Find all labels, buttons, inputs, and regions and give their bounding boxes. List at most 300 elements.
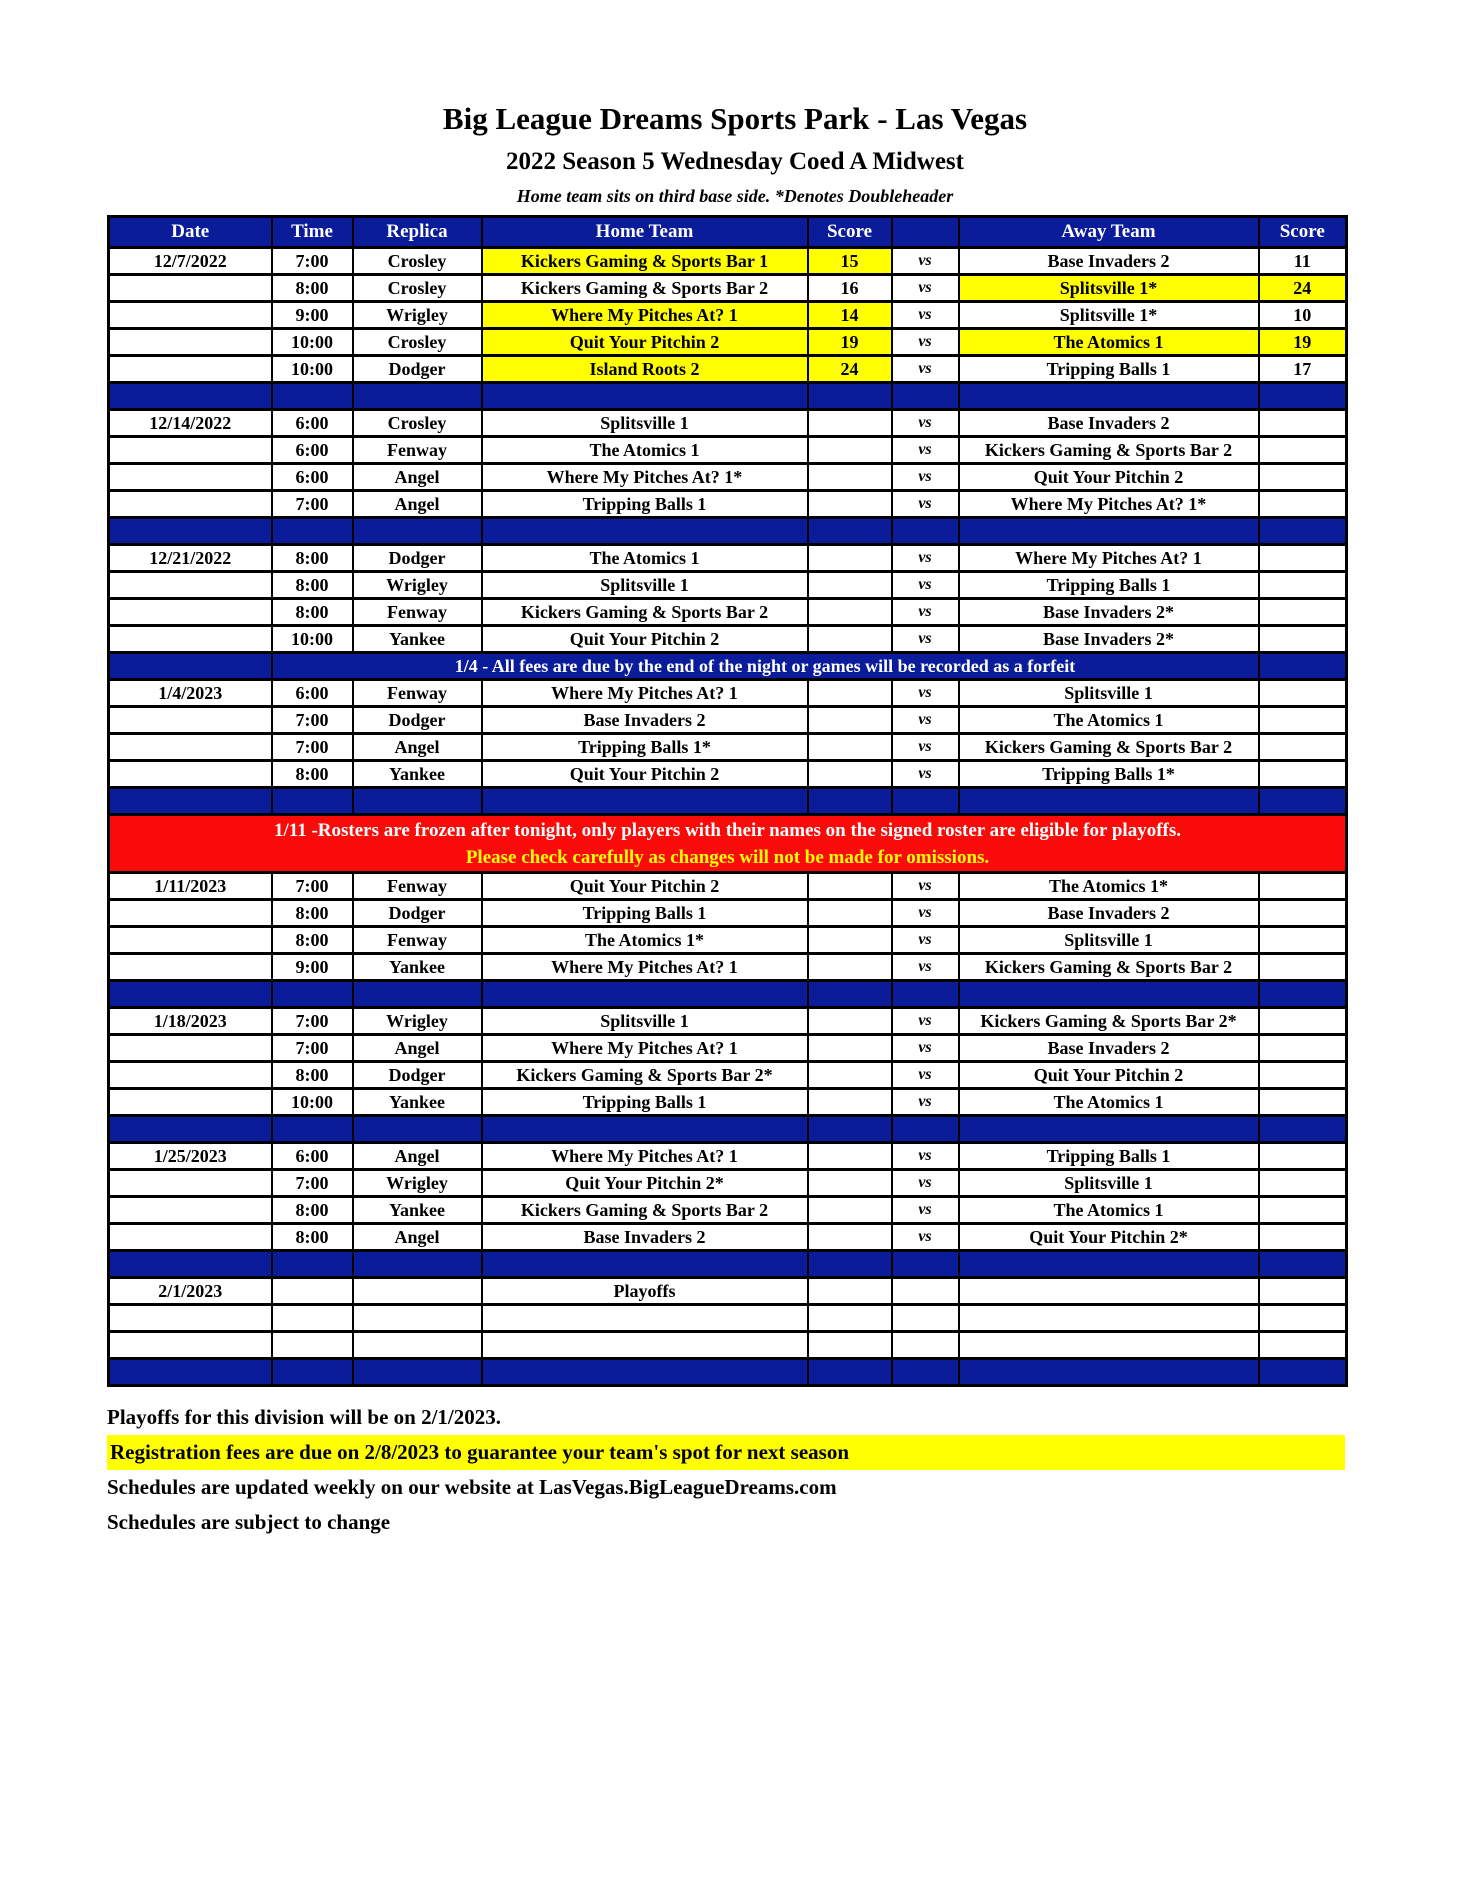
home-score-cell (808, 491, 892, 518)
home-score-cell (808, 1305, 892, 1332)
replica-cell: Angel (353, 464, 482, 491)
replica-cell: Angel (353, 491, 482, 518)
replica-cell: Crosley (353, 329, 482, 356)
col-header-home-score: Score (808, 217, 892, 248)
playoffs-row (109, 1278, 1347, 1305)
date-cell (109, 1089, 272, 1116)
page-subtitle: 2022 Season 5 Wednesday Coed A Midwest (506, 148, 964, 176)
home-score-cell (808, 761, 892, 788)
separator-cell (272, 1116, 353, 1143)
separator-cell (808, 981, 892, 1008)
away-team-cell: Quit Your Pitchin 2 (959, 464, 1259, 491)
date-cell (109, 599, 272, 626)
game-row (109, 1143, 1347, 1170)
separator-cell (1259, 383, 1347, 410)
home-team-cell: Kickers Gaming & Sports Bar 2* (482, 1062, 808, 1089)
separator-cell (353, 1251, 482, 1278)
time-cell: 6:00 (272, 410, 353, 437)
away-team-cell: Base Invaders 2* (959, 626, 1259, 653)
home-score-cell (808, 545, 892, 572)
away-team-cell: The Atomics 1 (959, 329, 1259, 356)
vs-cell: vs (892, 599, 959, 626)
away-score-cell (1259, 545, 1347, 572)
separator-cell (959, 1116, 1259, 1143)
time-cell: 6:00 (272, 464, 353, 491)
date-cell (109, 329, 272, 356)
away-score-cell (1259, 1089, 1347, 1116)
vs-cell: vs (892, 437, 959, 464)
home-team-cell: Where My Pitches At? 1 (482, 302, 808, 329)
away-score-cell: 24 (1259, 275, 1347, 302)
date-cell: 12/14/2022 (109, 410, 272, 437)
separator-cell (482, 788, 808, 815)
away-score-cell (1259, 900, 1347, 927)
time-cell: 8:00 (272, 927, 353, 954)
date-cell: 12/7/2022 (109, 248, 272, 275)
away-score-cell (1259, 1035, 1347, 1062)
away-team-cell: Kickers Gaming & Sports Bar 2 (959, 437, 1259, 464)
away-team-cell (959, 1305, 1259, 1332)
date-cell (109, 572, 272, 599)
away-score-cell (1259, 410, 1347, 437)
game-row (109, 707, 1347, 734)
separator-cell (109, 518, 272, 545)
home-score-cell: 16 (808, 275, 892, 302)
date-cell (109, 1305, 272, 1332)
away-score-cell (1259, 1305, 1347, 1332)
home-team-cell: Tripping Balls 1 (482, 900, 808, 927)
time-cell (272, 1305, 353, 1332)
separator-cell (109, 981, 272, 1008)
col-header-vs (892, 217, 959, 248)
schedule-table-header (109, 217, 1347, 248)
date-cell (109, 1035, 272, 1062)
home-team-cell: Where My Pitches At? 1 (482, 1143, 808, 1170)
date-cell (109, 1332, 272, 1359)
date-cell: 1/11/2023 (109, 873, 272, 900)
game-row (109, 1089, 1347, 1116)
game-row (109, 329, 1347, 356)
game-row (109, 572, 1347, 599)
time-cell: 8:00 (272, 1197, 353, 1224)
away-score-cell (1259, 680, 1347, 707)
separator-cell (892, 788, 959, 815)
time-cell: 8:00 (272, 1062, 353, 1089)
time-cell: 8:00 (272, 761, 353, 788)
separator-cell (1259, 518, 1347, 545)
vs-cell: vs (892, 545, 959, 572)
vs-cell: vs (892, 707, 959, 734)
separator-cell (808, 1116, 892, 1143)
separator-cell (109, 383, 272, 410)
away-score-cell (1259, 873, 1347, 900)
separator-cell (892, 518, 959, 545)
separator-cell (482, 383, 808, 410)
home-score-cell (808, 1089, 892, 1116)
away-team-cell: Kickers Gaming & Sports Bar 2* (959, 1008, 1259, 1035)
separator-cell (959, 1251, 1259, 1278)
vs-cell: vs (892, 734, 959, 761)
game-row (109, 302, 1347, 329)
game-row (109, 680, 1347, 707)
home-team-cell: The Atomics 1* (482, 927, 808, 954)
footer-playoffs-note: Playoffs for this division will be on 2/1/2023. (107, 1405, 501, 1430)
away-score-cell: 10 (1259, 302, 1347, 329)
separator-cell (1259, 653, 1347, 680)
home-team-cell: Base Invaders 2 (482, 1224, 808, 1251)
game-row (109, 761, 1347, 788)
replica-cell (353, 1332, 482, 1359)
home-team-cell: Quit Your Pitchin 2 (482, 761, 808, 788)
vs-cell: vs (892, 491, 959, 518)
home-team-cell: Tripping Balls 1* (482, 734, 808, 761)
home-score-cell (808, 1224, 892, 1251)
vs-cell: vs (892, 302, 959, 329)
separator-cell (272, 518, 353, 545)
separator-row (109, 788, 1347, 815)
away-team-cell: The Atomics 1 (959, 707, 1259, 734)
away-team-cell: Tripping Balls 1* (959, 761, 1259, 788)
away-score-cell (1259, 761, 1347, 788)
separator-cell (959, 383, 1259, 410)
vs-cell (892, 1332, 959, 1359)
replica-cell: Crosley (353, 275, 482, 302)
home-score-cell (808, 707, 892, 734)
replica-cell: Wrigley (353, 1008, 482, 1035)
time-cell: 9:00 (272, 302, 353, 329)
replica-cell: Dodger (353, 356, 482, 383)
separator-cell (109, 1116, 272, 1143)
footer-change-note: Schedules are subject to change (107, 1510, 391, 1535)
time-cell: 7:00 (272, 491, 353, 518)
away-score-cell (1259, 1224, 1347, 1251)
separator-cell (959, 1359, 1259, 1386)
game-row (109, 1008, 1347, 1035)
game-row (109, 1197, 1347, 1224)
game-row (109, 954, 1347, 981)
separator-cell (109, 653, 272, 680)
separator-cell (482, 518, 808, 545)
date-cell (109, 1170, 272, 1197)
separator-cell (808, 518, 892, 545)
date-cell: 12/21/2022 (109, 545, 272, 572)
home-team-cell: Quit Your Pitchin 2 (482, 626, 808, 653)
away-score-cell (1259, 1170, 1347, 1197)
home-score-cell (808, 927, 892, 954)
replica-cell: Wrigley (353, 572, 482, 599)
home-team-cell: Splitsville 1 (482, 410, 808, 437)
replica-cell: Angel (353, 1035, 482, 1062)
away-score-cell (1259, 572, 1347, 599)
col-header-time: Time (272, 217, 353, 248)
date-cell (109, 1062, 272, 1089)
away-score-cell (1259, 626, 1347, 653)
home-team-cell: The Atomics 1 (482, 437, 808, 464)
replica-cell: Fenway (353, 927, 482, 954)
time-cell: 10:00 (272, 626, 353, 653)
game-row (109, 545, 1347, 572)
separator-cell (482, 1359, 808, 1386)
footer-registration-note: Registration fees are due on 2/8/2023 to guarantee your team's spot for next season (107, 1435, 1345, 1470)
separator-cell (892, 1359, 959, 1386)
game-row (109, 1170, 1347, 1197)
game-row (109, 626, 1347, 653)
separator-row (109, 383, 1347, 410)
home-score-cell (808, 1143, 892, 1170)
separator-cell (1259, 1359, 1347, 1386)
roster-freeze-banner-row (109, 815, 1347, 873)
home-score-cell (808, 1008, 892, 1035)
roster-freeze-line-2: Please check carefully as changes will not be made for omissions. (465, 846, 990, 868)
vs-cell: vs (892, 954, 959, 981)
home-score-cell (808, 1170, 892, 1197)
home-team-cell: Quit Your Pitchin 2* (482, 1170, 808, 1197)
separator-cell (808, 788, 892, 815)
away-score-cell (1259, 1278, 1347, 1305)
replica-cell (353, 1278, 482, 1305)
col-header-away-team: Away Team (959, 217, 1259, 248)
home-score-cell: 14 (808, 302, 892, 329)
away-team-cell: Tripping Balls 1 (959, 572, 1259, 599)
home-team-cell: Quit Your Pitchin 2 (482, 329, 808, 356)
replica-cell: Yankee (353, 626, 482, 653)
separator-cell (109, 788, 272, 815)
away-team-cell: Where My Pitches At? 1* (959, 491, 1259, 518)
home-team-cell: Base Invaders 2 (482, 707, 808, 734)
vs-cell: vs (892, 1035, 959, 1062)
away-team-cell: Where My Pitches At? 1 (959, 545, 1259, 572)
date-cell: 2/1/2023 (109, 1278, 272, 1305)
replica-cell: Yankee (353, 1197, 482, 1224)
date-cell (109, 1197, 272, 1224)
separator-cell (892, 383, 959, 410)
game-row (109, 437, 1347, 464)
separator-cell (959, 518, 1259, 545)
home-team-cell: Where My Pitches At? 1 (482, 680, 808, 707)
separator-row (109, 518, 1347, 545)
replica-cell (353, 1305, 482, 1332)
home-score-cell (808, 464, 892, 491)
footer-website-note: Schedules are updated weekly on our website at LasVegas.BigLeagueDreams.com (107, 1475, 837, 1500)
away-score-cell (1259, 1008, 1347, 1035)
empty-row (109, 1305, 1347, 1332)
home-team-cell: Tripping Balls 1 (482, 491, 808, 518)
vs-cell: vs (892, 626, 959, 653)
home-team-cell: Playoffs (482, 1278, 808, 1305)
home-score-cell (808, 680, 892, 707)
away-score-cell (1259, 927, 1347, 954)
time-cell: 8:00 (272, 1224, 353, 1251)
home-score-cell: 24 (808, 356, 892, 383)
time-cell: 8:00 (272, 572, 353, 599)
time-cell: 7:00 (272, 1008, 353, 1035)
vs-cell: vs (892, 1143, 959, 1170)
vs-cell: vs (892, 410, 959, 437)
separator-cell (272, 1251, 353, 1278)
separator-cell (1259, 1251, 1347, 1278)
date-cell: 1/4/2023 (109, 680, 272, 707)
home-score-cell (808, 954, 892, 981)
separator-cell (353, 518, 482, 545)
empty-row (109, 1332, 1347, 1359)
time-cell: 8:00 (272, 545, 353, 572)
home-team-cell: Tripping Balls 1 (482, 1089, 808, 1116)
away-team-cell: The Atomics 1 (959, 1197, 1259, 1224)
time-cell: 7:00 (272, 873, 353, 900)
replica-cell: Dodger (353, 707, 482, 734)
vs-cell: vs (892, 329, 959, 356)
date-cell (109, 761, 272, 788)
separator-cell (109, 1359, 272, 1386)
schedule-table-body (109, 248, 1347, 1386)
home-score-cell: 15 (808, 248, 892, 275)
away-team-cell: Base Invaders 2 (959, 410, 1259, 437)
away-score-cell (1259, 437, 1347, 464)
game-row (109, 464, 1347, 491)
away-team-cell: Kickers Gaming & Sports Bar 2 (959, 734, 1259, 761)
time-cell: 6:00 (272, 680, 353, 707)
separator-cell (272, 981, 353, 1008)
away-team-cell (959, 1278, 1259, 1305)
separator-cell (1259, 1116, 1347, 1143)
replica-cell: Wrigley (353, 1170, 482, 1197)
separator-cell (808, 1359, 892, 1386)
separator-cell (1259, 981, 1347, 1008)
replica-cell: Dodger (353, 545, 482, 572)
time-cell: 8:00 (272, 275, 353, 302)
game-row (109, 275, 1347, 302)
date-cell (109, 464, 272, 491)
home-score-cell (808, 1062, 892, 1089)
time-cell: 10:00 (272, 1089, 353, 1116)
vs-cell: vs (892, 1008, 959, 1035)
separator-cell (1259, 788, 1347, 815)
col-header-date: Date (109, 217, 272, 248)
game-row (109, 1224, 1347, 1251)
separator-cell (272, 383, 353, 410)
away-team-cell: Base Invaders 2 (959, 1035, 1259, 1062)
away-score-cell (1259, 491, 1347, 518)
away-team-cell: Base Invaders 2* (959, 599, 1259, 626)
vs-cell: vs (892, 1224, 959, 1251)
game-row (109, 1035, 1347, 1062)
replica-cell: Yankee (353, 1089, 482, 1116)
home-score-cell (808, 1278, 892, 1305)
replica-cell: Angel (353, 734, 482, 761)
away-score-cell (1259, 1062, 1347, 1089)
home-score-cell (808, 599, 892, 626)
date-cell (109, 927, 272, 954)
home-score-cell (808, 873, 892, 900)
vs-cell: vs (892, 1170, 959, 1197)
document-footer (107, 1400, 1470, 1540)
date-cell (109, 491, 272, 518)
fees-notice-cell: 1/4 - All fees are due by the end of the night or games will be recorded as a forfeit (272, 653, 1259, 680)
replica-cell: Yankee (353, 761, 482, 788)
away-team-cell: Splitsville 1 (959, 927, 1259, 954)
separator-cell (272, 1359, 353, 1386)
home-team-cell (482, 1332, 808, 1359)
home-team-cell: Kickers Gaming & Sports Bar 2 (482, 275, 808, 302)
separator-cell (109, 1251, 272, 1278)
away-team-cell: Splitsville 1 (959, 1170, 1259, 1197)
vs-cell: vs (892, 927, 959, 954)
vs-cell: vs (892, 1089, 959, 1116)
separator-row (109, 1251, 1347, 1278)
header-row (109, 217, 1347, 248)
separator-cell (482, 1116, 808, 1143)
roster-freeze-banner-cell (109, 815, 1347, 873)
home-team-cell: Kickers Gaming & Sports Bar 2 (482, 1197, 808, 1224)
page-title: Big League Dreams Sports Park - Las Vegas (442, 101, 1028, 136)
replica-cell: Yankee (353, 954, 482, 981)
away-team-cell: Base Invaders 2 (959, 248, 1259, 275)
vs-cell: vs (892, 464, 959, 491)
date-cell (109, 302, 272, 329)
time-cell: 6:00 (272, 437, 353, 464)
date-cell (109, 954, 272, 981)
date-cell (109, 356, 272, 383)
separator-cell (353, 788, 482, 815)
home-team-cell: Kickers Gaming & Sports Bar 2 (482, 599, 808, 626)
date-cell (109, 1224, 272, 1251)
time-cell: 10:00 (272, 329, 353, 356)
away-score-cell (1259, 464, 1347, 491)
away-score-cell (1259, 1197, 1347, 1224)
home-score-cell (808, 734, 892, 761)
replica-cell: Wrigley (353, 302, 482, 329)
away-score-cell: 11 (1259, 248, 1347, 275)
time-cell: 7:00 (272, 1035, 353, 1062)
game-row (109, 599, 1347, 626)
game-row (109, 873, 1347, 900)
time-cell: 7:00 (272, 707, 353, 734)
home-team-cell: Where My Pitches At? 1 (482, 954, 808, 981)
time-cell (272, 1332, 353, 1359)
separator-cell (808, 1251, 892, 1278)
separator-cell (353, 383, 482, 410)
date-cell: 1/18/2023 (109, 1008, 272, 1035)
vs-cell: vs (892, 356, 959, 383)
home-team-cell: Where My Pitches At? 1* (482, 464, 808, 491)
date-cell (109, 900, 272, 927)
separator-row (109, 981, 1347, 1008)
fees-notice-row (109, 653, 1347, 680)
away-team-cell: Quit Your Pitchin 2* (959, 1224, 1259, 1251)
date-cell (109, 275, 272, 302)
separator-cell (808, 383, 892, 410)
away-team-cell (959, 1332, 1259, 1359)
vs-cell: vs (892, 1062, 959, 1089)
vs-cell: vs (892, 275, 959, 302)
date-cell (109, 734, 272, 761)
separator-cell (892, 1251, 959, 1278)
col-header-replica: Replica (353, 217, 482, 248)
home-score-cell (808, 410, 892, 437)
separator-cell (353, 1359, 482, 1386)
vs-cell: vs (892, 761, 959, 788)
game-row (109, 248, 1347, 275)
replica-cell: Crosley (353, 410, 482, 437)
time-cell: 9:00 (272, 954, 353, 981)
away-team-cell: The Atomics 1* (959, 873, 1259, 900)
separator-cell (272, 788, 353, 815)
separator-cell (959, 981, 1259, 1008)
away-score-cell (1259, 1332, 1347, 1359)
time-cell: 7:00 (272, 248, 353, 275)
away-team-cell: Tripping Balls 1 (959, 1143, 1259, 1170)
home-team-cell: Splitsville 1 (482, 572, 808, 599)
